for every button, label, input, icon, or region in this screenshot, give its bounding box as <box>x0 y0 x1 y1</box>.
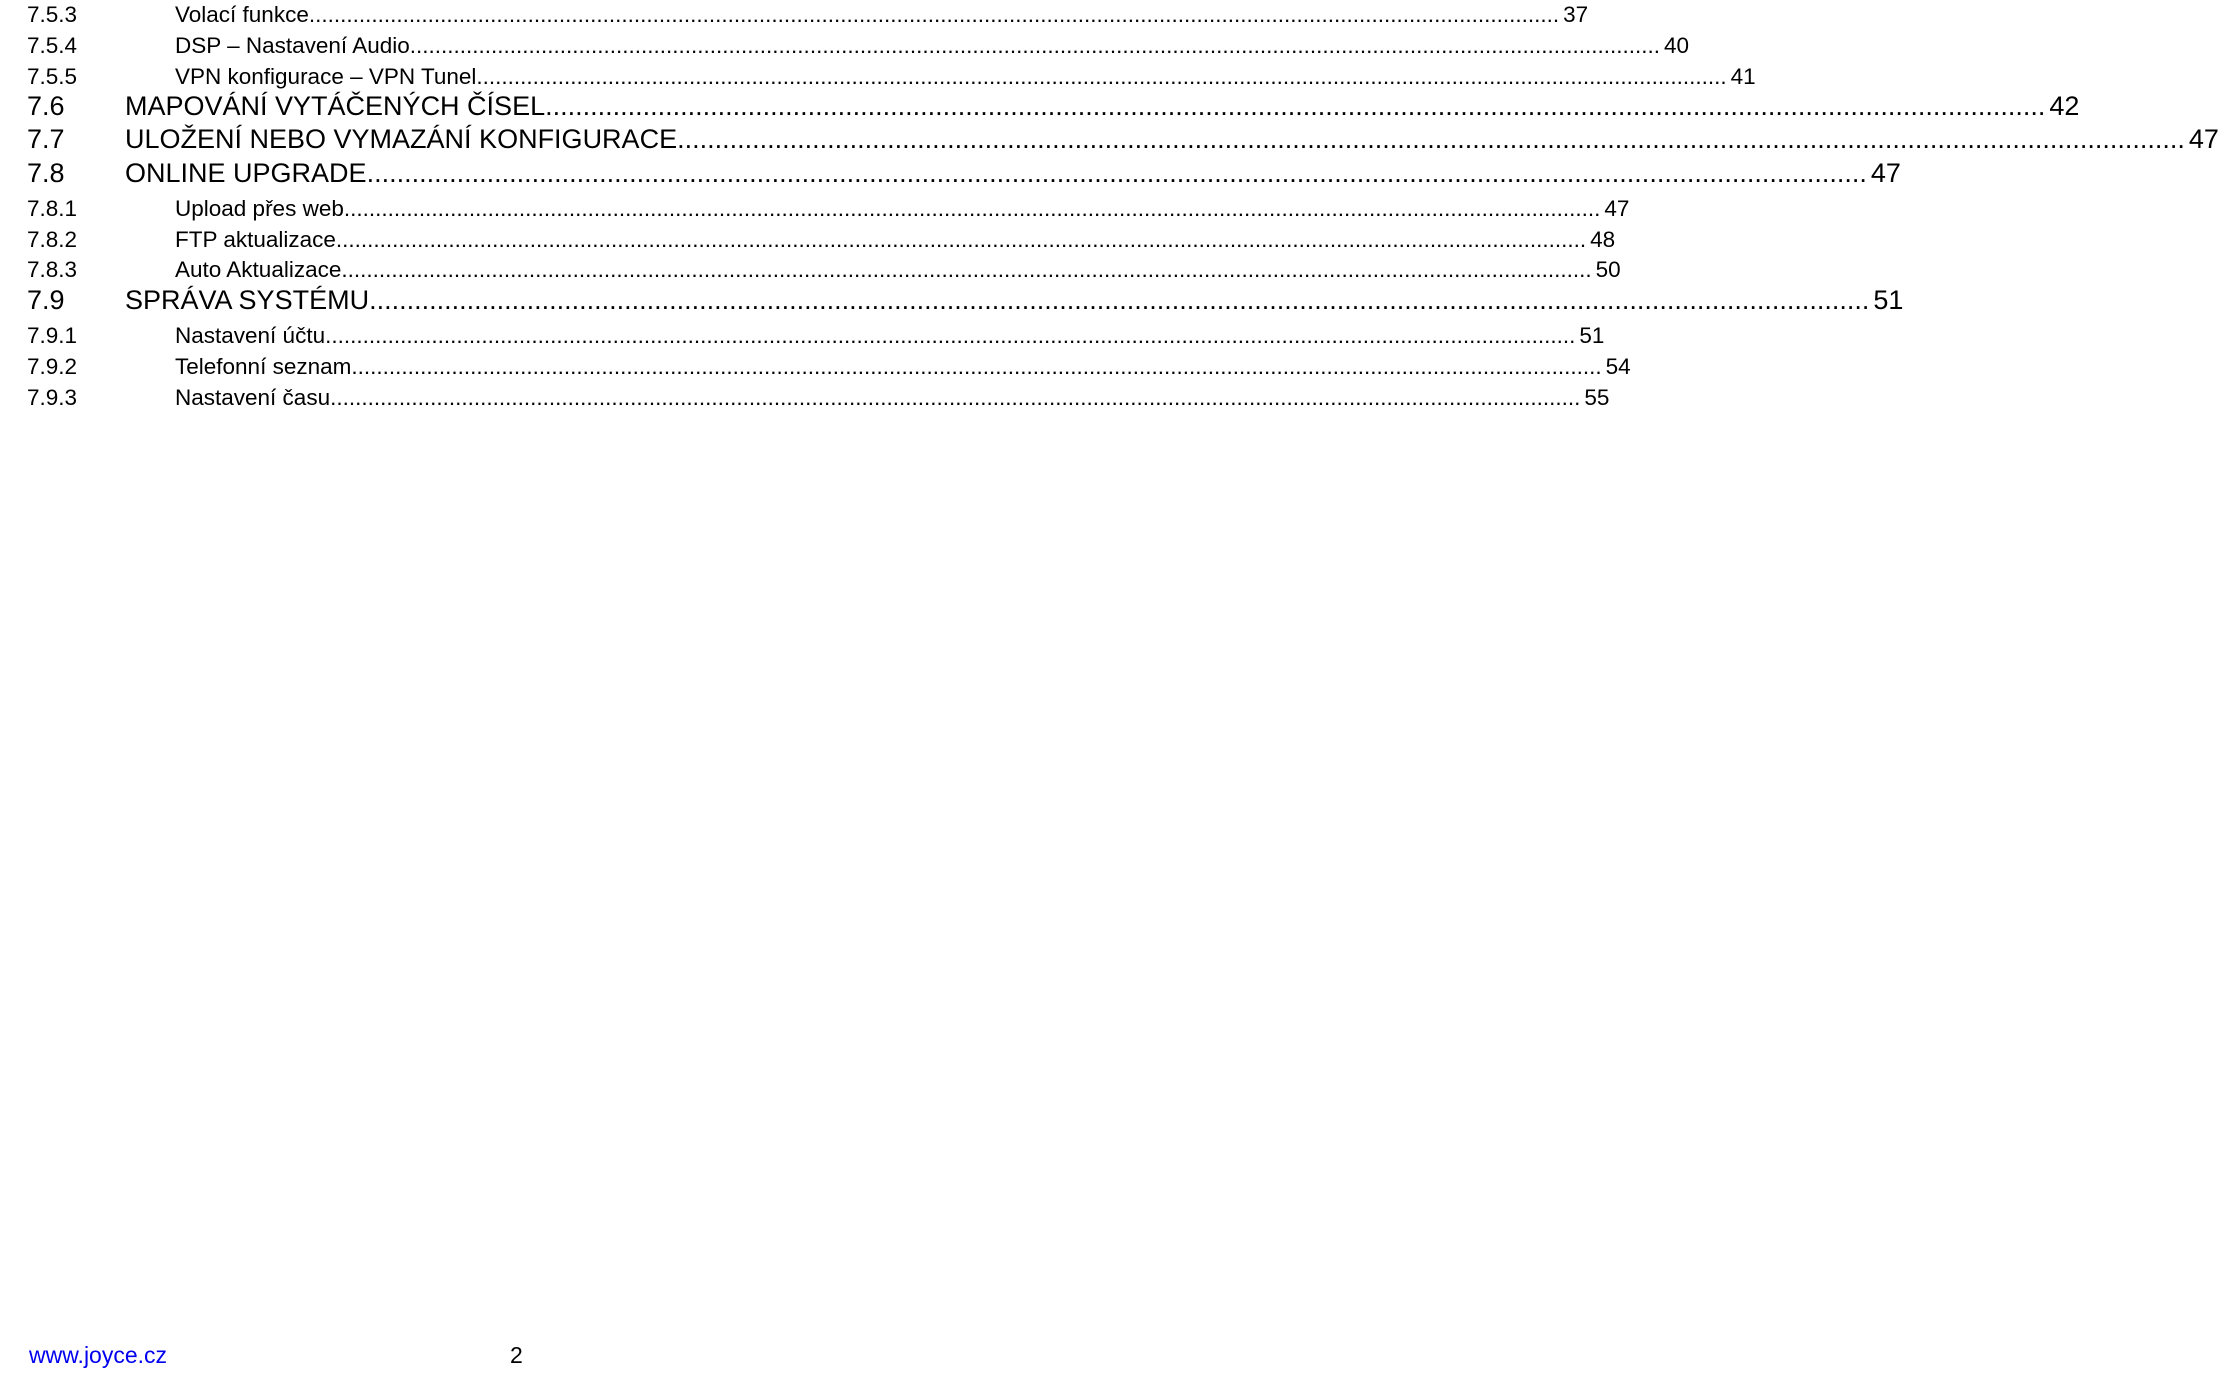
toc-entry-number: 7.9 <box>27 285 65 315</box>
toc-entry-page: 51 <box>1873 285 1904 315</box>
toc-entry-title: SPRÁVA SYSTÉMU <box>125 285 370 315</box>
toc-entry-title: DSP – Nastavení Audio <box>175 32 410 58</box>
toc-entry-page: 54 <box>1605 353 1631 379</box>
toc-dot-leader: ........................................................................................................................................................................................................ <box>335 226 1587 252</box>
toc-entry-title: Nastavení účtu <box>175 322 326 348</box>
toc-entry-title: Nastavení času <box>175 384 331 410</box>
toc-entry-title: Telefonní seznam <box>175 353 352 379</box>
toc-entry[interactable] <box>0 188 1630 221</box>
toc-entry-number: 7.8.1 <box>27 195 78 221</box>
toc-dot-leader: ........................................................................................................................................................................................................ <box>369 285 1870 315</box>
toc-entry[interactable] <box>0 56 1756 89</box>
toc-entry-page: 42 <box>2049 91 2080 121</box>
toc-dot-leader: ........................................................................................................................................................................................................ <box>330 384 1581 410</box>
toc-entry-page: 41 <box>1730 63 1756 89</box>
toc-entry-title: ULOŽENÍ NEBO VYMAZÁNÍ KONFIGURACE. <box>125 124 685 154</box>
toc-entry[interactable] <box>0 282 1904 315</box>
toc-entry-title: ONLINE UPGRADE <box>125 158 367 188</box>
toc-dot-leader: ........................................................................................................................................................................................................ <box>366 158 1867 188</box>
toc-entry-title: Volací funkce <box>175 1 309 27</box>
toc-entry-page: 47 <box>1870 158 1901 188</box>
toc-entry-page: 50 <box>1595 256 1621 282</box>
toc-entry-page: 47 <box>2188 124 2219 154</box>
toc-entry[interactable] <box>0 0 1589 27</box>
toc-entry[interactable] <box>0 25 1690 58</box>
toc-entry[interactable] <box>0 377 1610 410</box>
toc-entry-number: 7.5.5 <box>27 63 78 89</box>
footer-page-number: 2 <box>510 1342 523 1368</box>
toc-entry[interactable] <box>0 155 1901 188</box>
toc-dot-leader: ........................................................................................................................................................................................................ <box>476 63 1727 89</box>
toc-entry-title: Auto Aktualizace <box>175 256 342 282</box>
toc-entry[interactable] <box>0 219 1616 252</box>
toc-entry-title: VPN konfigurace – VPN Tunel <box>175 63 477 89</box>
toc-entry[interactable] <box>0 315 1605 348</box>
toc-entry-number: 7.8 <box>27 158 65 188</box>
footer-website-link[interactable]: www.joyce.cz <box>29 1342 168 1368</box>
toc-dot-leader: ........................................................................................................................................................................................................ <box>325 322 1576 348</box>
toc-entry-number: 7.5.3 <box>27 1 78 27</box>
toc-dot-leader: ........................................................................................................................................................................................................ <box>350 195 1601 221</box>
toc-entry-title: Upload přes web. <box>175 195 351 221</box>
toc-entry-number: 7.6 <box>27 91 65 121</box>
toc-entry[interactable] <box>0 249 1621 282</box>
toc-dot-leader: ........................................................................................................................................................................................................ <box>341 256 1592 282</box>
toc-entry-page: 55 <box>1584 384 1610 410</box>
toc-entry-number: 7.9.2 <box>27 353 78 379</box>
toc-dot-leader: ........................................................................................................................................................................................................ <box>409 32 1660 58</box>
toc-entry-number: 7.5.4 <box>27 32 78 58</box>
toc-entry[interactable] <box>0 121 2219 154</box>
toc-entry-page: 48 <box>1590 226 1616 252</box>
toc-entry-number: 7.7 <box>27 124 65 154</box>
toc-entry-title: MAPOVÁNÍ VYTÁČENÝCH ČÍSEL <box>125 91 546 121</box>
toc-entry[interactable] <box>0 346 1631 379</box>
toc-dot-leader: ........................................................................................................................................................................................................ <box>545 91 2046 121</box>
toc-entry-number: 7.8.2 <box>27 226 78 252</box>
toc-dot-leader: ........................................................................................................................................................................................................ <box>351 353 1602 379</box>
toc-dot-leader: ........................................................................................................................................................................................................ <box>684 124 2185 154</box>
toc-entry-page: 51 <box>1579 322 1605 348</box>
toc-entry-number: 7.9.1 <box>27 322 78 348</box>
toc-entry-page: 37 <box>1563 1 1589 27</box>
toc-entry-page: 47 <box>1604 195 1630 221</box>
toc-entry-number: 7.8.3 <box>27 256 78 282</box>
toc-entry-number: 7.9.3 <box>27 384 78 410</box>
toc-entry-title: FTP aktualizace <box>175 226 336 252</box>
toc-entry[interactable] <box>0 88 2080 121</box>
toc-dot-leader: ........................................................................................................................................................................................................ <box>308 1 1560 27</box>
toc-entry-page: 40 <box>1663 32 1690 58</box>
